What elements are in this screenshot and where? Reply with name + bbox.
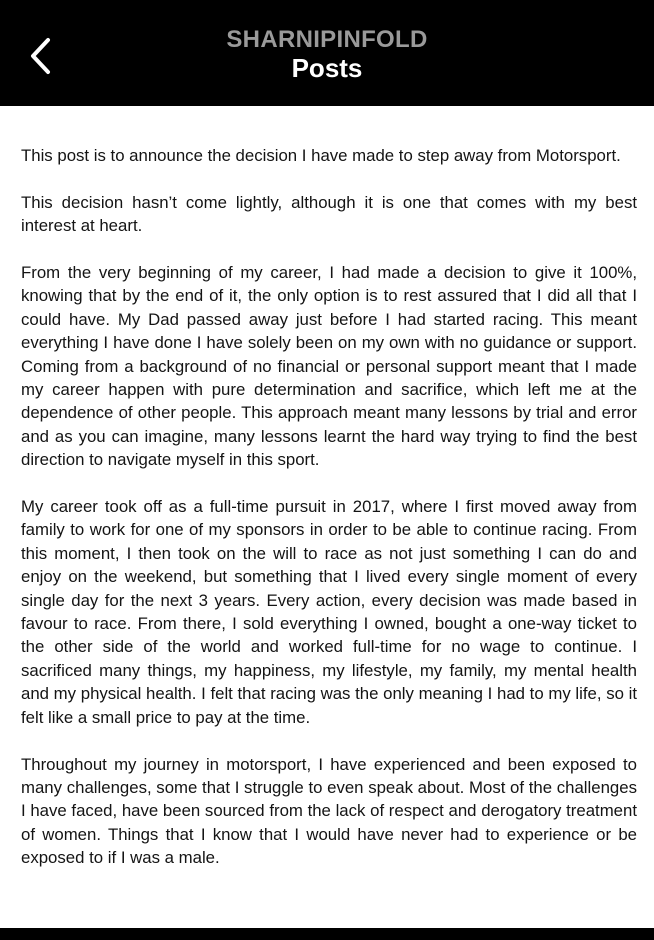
top-bar [0,0,654,106]
post-paragraph: This decision hasn’t come lightly, although it is one that comes with my best interest at heart. [21,192,637,236]
bottom-bar [0,928,654,940]
post-paragraph: From the very beginning of my career, I had made a decision to give it 100%, knowing that by the end of it, the only option is to rest assured that I did all that I could have. My Dad passed away just before I had started racing. This meant everything I have done I have solely been on my own with no guidance or support. Coming from a background of no financial or personal support meant that I made my career happen with pure determination and sacrifice, which left me at the dependence of other people. This approach meant many lessons by trial and error and as you can imagine, many lessons learnt the hard way trying to find the best direction to navigate myself in this sport. [21,263,637,470]
post-paragraph: Throughout my journey in motorsport, I have experienced and been exposed to many challenges, some that I struggle to even speak about. Most of the challenges I have faced, have been sourced from the lack of respect and derogatory treatment of women. Things that I know that I would have never had to experience or be exposed to if I was a male. [21,754,637,868]
profile-username: SHARNIPINFOLD [226,26,428,53]
header-titles [0,26,654,82]
post-paragraph: My career took off as a full-time pursuit in 2017, where I first moved away from family to work for one of my sponsors in order to be able to continue racing. From this moment, I then took on the will to race as not just something I can do and enjoy on the weekend, but something that I lived every single moment of every single day for the next 3 years. Every action, every decision was made based in favour to race. From there, I sold everything I owned, bought a one-way ticket to the other side of the world and worked full-time for no wage to continue. I sacrificed many things, my happiness, my lifestyle, my family, my mental health and my physical health. I felt that racing was the only meaning I had to my life, so it felt like a small price to pay at the time. [21,497,637,727]
page-title: Posts [291,53,363,83]
post-paragraph: This post is to announce the decision I have made to step away from Motorsport. [21,146,621,165]
post-text [21,144,637,904]
